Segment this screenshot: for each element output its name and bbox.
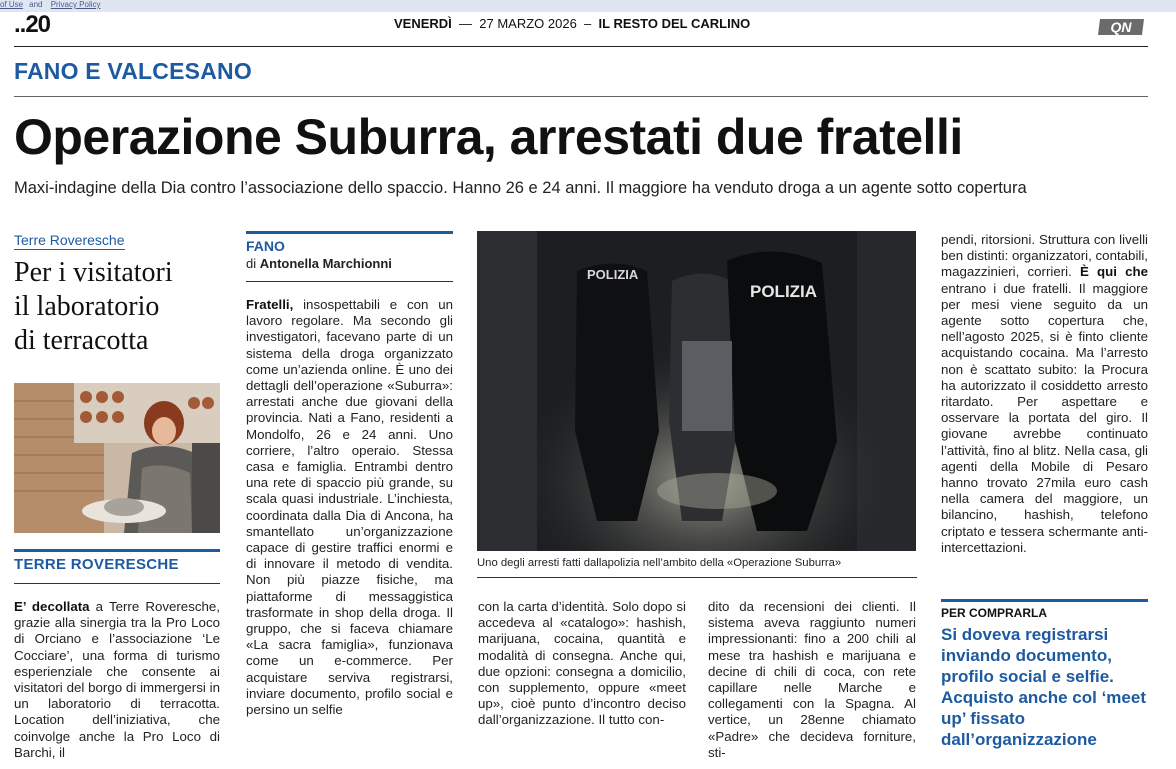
privacy-link[interactable]: Privacy Policy	[50, 0, 101, 9]
article-col-3: dito da recensioni dei clienti. Il sistema aveva raggiunto numeri impressionanti: fino a 200 chili al mese tra hashish e marijuana e decine di chili di coca, con rete capillare nelle Marche e collegamenti con la Spagna. Al vertice, un 28enne chiamato «Padre» che decideva forniture, sti-	[708, 599, 916, 760]
article-col-4-text: pendi, ritorsioni. Struttura con livelli ben distinti: organizzatori, contabili, magazzinieri, corrieri.	[941, 232, 1148, 280]
subheadline: Maxi-indagine della Dia contro l’associazione dello spaccio. Hanno 26 e 24 anni. Il maggiore ha venduto droga a un agente sotto copertura	[14, 179, 1027, 197]
and-text: and	[29, 0, 43, 9]
byline-prefix: di	[246, 256, 257, 271]
byline-rule	[246, 281, 453, 282]
caption-rule	[477, 577, 917, 578]
photo-label-right: POLIZIA	[750, 282, 818, 301]
sidebar-title-line: di terracotta	[14, 325, 149, 356]
sidebar-tag: Terre Roveresche	[14, 232, 125, 248]
dateline-separator: —	[459, 16, 473, 31]
box-kicker: PER COMPRARLA	[941, 606, 1048, 620]
dateline	[394, 16, 750, 31]
article-location: FANO	[246, 238, 285, 254]
dateline-separator: –	[584, 16, 592, 31]
article-blue-rule	[246, 231, 453, 234]
header-rule	[14, 46, 1148, 47]
qn-logo	[1098, 17, 1146, 37]
date: 27 MARZO 2026	[479, 16, 577, 31]
sidebar-kicker: TERRE ROVERESCHE	[14, 556, 179, 573]
day-name: VENERDÌ	[394, 16, 452, 31]
article-col-4-text-2: entrano i due fratelli. Il maggiore per mesi viene seguito da un agente sotto copertura che, nell’agosto 2025, si è finto cliente acquistando cocaina. Ma l’arresto non è scattato subito: la Procura ha autorizzato il cosiddetto arresto ritardato. Per aspettare e osservare la portata del giro. Il giovane avrebbe continuato l’attività, fino al blitz. Nella casa, gli agenti della Mobile di Pesaro hanno trovato 27mila euro cash nella camera del maggiore, un bilancino, hashish, telefono criptato e tessera schermante anti-intercettazioni.	[941, 280, 1148, 555]
page-number: ..20	[14, 11, 51, 38]
sidebar-title-line: Per i visitatori	[14, 257, 173, 288]
sidebar-lead: E’ decollata	[14, 599, 90, 614]
article-col-2: con la carta d’identità. Solo dopo si accedeva al «catalogo»: hashish, marijuana, cocaina, quantità e modalità di consegna. Anche qui, due opzioni: consegna a domicilio, con supplemento, oppure «meet up», cioè punto d’incontro deciso dall’organizzazione. Il tutto con-	[478, 599, 686, 728]
sidebar-kicker-rule	[14, 583, 220, 584]
author: Antonella Marchionni	[259, 256, 392, 271]
box-text: Si doveva registrarsi inviando documento, profilo social e selfie. Acquisto anche col ‘meet up’ fissato dall’organizzazione	[941, 625, 1146, 749]
police-photo	[477, 231, 916, 551]
terracotta-photo	[14, 383, 220, 533]
logo-text: QN	[1110, 19, 1132, 35]
article-col-1	[246, 297, 453, 718]
photo-label-left: POLIZIA	[587, 267, 639, 282]
sidebar-title	[14, 256, 214, 358]
sidebar-title-line: il laboratorio	[14, 291, 160, 322]
section-title: FANO E VALCESANO	[14, 58, 252, 84]
sidebar-blue-rule	[14, 549, 220, 552]
sidebar-body	[14, 599, 220, 761]
newspaper-name: IL RESTO DEL CARLINO	[598, 16, 751, 31]
sidebar-body-text: a Terre Roveresche, grazie alla sinergia tra la Pro Loco di Orciano e l’associazione ‘Le Cocciare’, una forma di turismo esperienziale che consente ai visitatori del borgo di immergersi in un laboratorio di terracotta. Location dell’iniziativa, che coinvolge anche la Pro Loco di Barchi, il	[14, 599, 220, 760]
photo-caption: Uno degli arresti fatti dallapolizia nell’ambito della «Operazione Suburra»	[477, 557, 842, 569]
byline	[246, 256, 392, 271]
article-col-4-bold: È qui che	[1079, 264, 1148, 280]
terms-link[interactable]: of Use	[0, 0, 24, 9]
article-col-4	[941, 232, 1148, 556]
article-col-1-text: insospettabili e con un lavoro regolare. Ma secondo gli investigatori, facevano parte di un sistema della droga organizzato come un’azienda online. È uno dei dettagli dell’operazione «Suburra»: arrestati anche due giovani della provincia. Nati a Fano, residenti a Mondolfo, 26 e 24 anni. Uno corriere, l’altro operaio. Stessa casa e famiglia. Entrambi dentro una rete di spaccio più grande, su scala quasi industriale. L’inchiesta, coordinata dalla Dia di Ancona, ha smantellato un’organizzazione capace di gestire traffici enormi e di innovare il metodo di vendita. Non più piazze fisiche, ma piattaforme di messaggistica trasformate in shop della droga. Il gruppo, che si faceva chiamare «La sacra famiglia», funzionava come un e-commerce. Per acquistare serviva registrarsi, inviare documento, profilo social e persino un selfie	[246, 297, 453, 718]
article-lead: Fratelli,	[246, 297, 294, 312]
headline: Operazione Suburra, arrestati due fratelli	[14, 109, 963, 165]
top-links-bar	[0, 0, 1176, 12]
section-rule	[14, 96, 1148, 97]
box-blue-rule	[941, 599, 1148, 602]
